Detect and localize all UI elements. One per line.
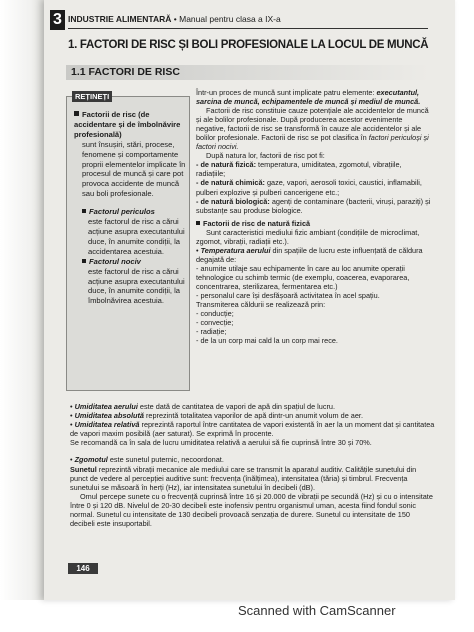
retineti-badge: REȚINEȚI [72,91,112,102]
chapter-title: INDUSTRIE ALIMENTARĂ [68,14,172,24]
scanner-watermark: Scanned with CamScanner [238,603,396,618]
square-bullet-icon [82,209,86,213]
list-item [196,160,432,178]
header-rule [68,28,428,29]
definition-title: Factorul nociv [89,256,141,266]
square-bullet-icon [82,259,86,263]
list-item: - radiație; [196,327,227,337]
list-text: gaze, vapori, aerosoli toxici, caustici, inflamabili, pulberi explozive și pulberi cancerigene etc.; [196,178,422,197]
list-label: - de natură biologică: [196,196,270,206]
paragraph: Transmiterea căldurii se realizează prin: [196,300,326,310]
running-header [68,14,281,24]
list-item: - conducție; [196,309,234,319]
subheading: Factorii de risc de natură fizică [203,218,311,228]
emphasis-text: executantul, sarcina de muncă, echipamentele de muncă și mediul de muncă. [196,88,421,107]
text-span: Factorii de risc constituie cauze potențiale ale accidentelor de muncă și ale bolilor profesionale. După producerea acestor evenimente negative, factorii de risc se transformă în cauze ale accidentelor și ale bolilor profesionale. Factorii de risc se pot clasifica în [196,106,429,143]
subsection-title: 1.1 FACTORI DE RISC [71,66,180,78]
emphasis-text: Zgomotul [74,455,108,465]
list-item: • Umiditatea relativă reprezintă raportul între cantitatea de vapori existentă în aer la un moment dat și cantitatea de vapori maxim posibilă (aer saturat). Se exprimă în procente. [70,420,435,439]
text-span: este dată de cantitatea de vapori de apă din spațiul de lucru. [137,402,336,411]
section-title: 1. FACTORI DE RISC ȘI BOLI PROFESIONALE LA LOCUL DE MUNCĂ [68,39,429,51]
paragraph: Omul percepe sunete cu o frecvență cuprinsă între 16 și 20.000 de vibrații pe secundă (Hz) și cu o intensitate între 0 și 120 dB. Nivelul de 20-30 decibeli este inofensiv pentru organismul uman, acesta fiind fondul sonic normal. Sunetul cu intensitate de 130 decibeli provoacă senzația de durere. Sunetul cu intensitate de 150 decibeli este insuportabil. [70,491,433,529]
bottom-text-block [70,402,436,528]
paragraph: • Temperatura aerului din spațiile de lucru este influențată de căldura degajată de: [196,245,423,264]
emphasis-text: Umiditatea relativă [74,420,140,430]
page-number: 146 [68,563,98,574]
paragraph: Sunt caracteristici mediului fizic ambiant (condițiile de microclimat, zgomot, vibrații, radiații etc.). [196,227,420,246]
definition-title: Factorii de risc (de accidentare și de îmbolnăvire profesională) [74,110,181,139]
definition-text: este factorul de risc a cărui acțiune asupra executantului duce, în anumite condiții, la accidentarea acestuia. [88,217,185,256]
list-item: - de la un corp mai cald la un corp mai rece. [196,336,338,346]
list-item: • Umiditatea aerului este dată de cantitatea de vapori de apă din spațiul de lucru. [70,402,336,411]
emphasis-text: Umiditatea aerului [74,402,138,411]
list-item: - anumite utilaje sau echipamente în care au loc anumite operații tehnologice cu schimb termic (de exemplu, coacerea, evaporarea, concentrarea, sterilizarea, fermentarea etc.) [196,263,410,291]
list-item: • Zgomotul este sunetul puternic, necoordonat. [70,455,224,465]
text-span: Într-un proces de muncă sunt implicate patru elemente: [196,88,377,97]
list-label: - de natură chimică: [196,178,265,188]
text-span: reprezintă raportul între cantitatea de vapori existentă în aer la un moment dat și cantitatea de vapori maxim posibilă (aer saturat). Se exprimă în procente. [70,420,435,439]
text-span: reprezintă vibrații mecanice ale mediului care se transmit la aparatul auditiv. Calitățile sunetului din punct de vedere al percepției auditive sunt: frecvența (înălțimea), intensitatea (tăria) și timbrul. Frecvența sunetului se măsoară în herți (Hz), iar intensitatea sunetului în decibeli (dB). [70,464,417,492]
page-edge [0,0,44,600]
paragraph [196,106,432,151]
square-bullet-icon [196,221,200,225]
emphasis-text: factori periculoși și factori nocivi. [196,133,429,152]
definition-text: este factorul de risc a cărui acțiune asupra executantului duce, în anumite condiții, la îmbolnăvirea acestuia. [88,266,185,306]
text-span: este sunetul puternic, necoordonat. [107,455,224,465]
definition-title: Factorul periculos [89,207,155,217]
chapter-number-badge: 3 [50,10,65,30]
text-span: din spațiile de lucru este influențată de căldura degajată de: [196,245,423,264]
emphasis-text: Umiditatea absolută [74,411,144,421]
paragraph: După natura lor, factorii de risc pot fi: [206,151,325,161]
list-item [196,178,432,196]
list-item: - personalul care își desfășoară activitatea în acel spațiu. [196,291,380,301]
emphasis-text: Temperatura aerului [200,245,271,255]
definition-text: sunt însușiri, stări, procese, fenomene și comportamente proprii elementelor implicate în procesul de muncă și care pot provoca accidente de muncă sau boli profesionale. [82,139,186,199]
paragraph [70,465,436,492]
list-item: • Umiditatea absolută reprezintă totalitatea vaporilor de apă dintr-un anumit volum de aer. [70,411,363,421]
list-item: - convecție; [196,318,234,328]
list-item [196,197,432,215]
paragraph [196,88,432,106]
text-span: reprezintă totalitatea vaporilor de apă dintr-un anumit volum de aer. [143,411,363,421]
paragraph: Se recomandă ca în sala de lucru umiditatea relativă a aerului să fie cuprinsă între 30 și 70%. [70,438,372,448]
emphasis-text: Sunetul [70,464,97,474]
main-text-column [196,88,432,345]
sidebar-text [74,110,186,306]
square-bullet-icon [74,111,79,116]
list-label: - de natură fizică: [196,160,257,170]
list-text: temperatura, umiditatea, zgomotul, vibrațiile, radiațiile; [196,160,402,179]
list-text: agenți de contaminare (bacterii, viruși, paraziți) și substanțe sau produse biologice. [196,196,431,215]
subsection-bar [66,65,430,80]
book-subtitle: • Manual pentru clasa a IX-a [171,14,281,24]
